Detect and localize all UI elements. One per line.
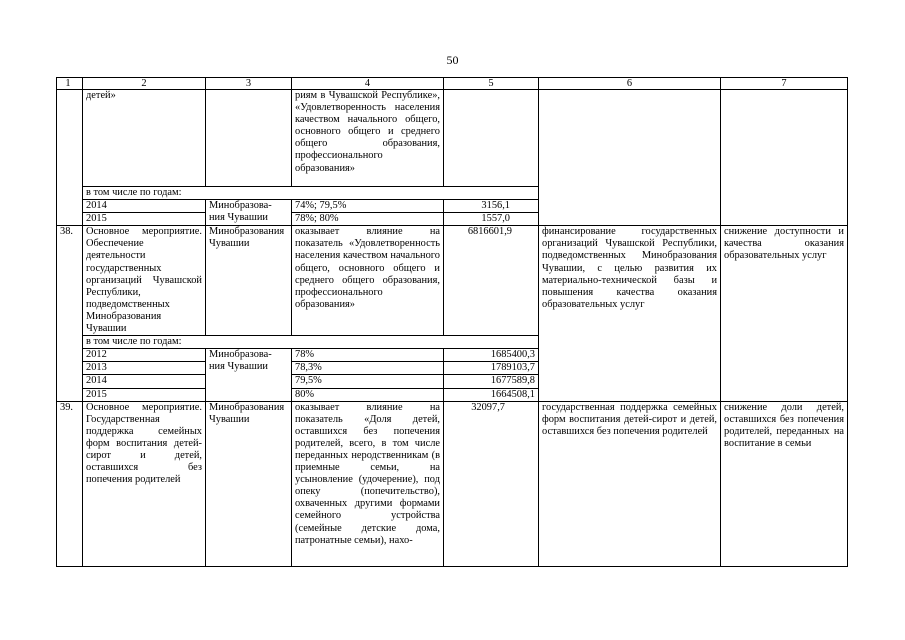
- row-38-name: Основное мероприятие. Обеспечение деятельности государственных организаций Чувашской Республики, подведомственных Минобразования Чувашии: [83, 226, 206, 336]
- row-38-year-indicator: 78,3%: [292, 362, 444, 375]
- row-38-executor: Минобразования Чувашии: [206, 226, 292, 336]
- row-38-result: снижение доступности и качества оказания образовательных услуг: [721, 226, 848, 401]
- continuation-indicator: риям в Чувашской Республике», «Удовлетворенность населения качеством начального общего, основного общего и среднего общего образования, профессионального образования»: [292, 90, 444, 187]
- row-38-year-amount: 1664508,1: [444, 388, 539, 401]
- row-38-year-amount: 1789103,7: [444, 362, 539, 375]
- executor-line-1: Минобразова-: [209, 349, 272, 361]
- continuation-year-amount: 1557,0: [444, 213, 539, 226]
- continuation-direction: [539, 90, 721, 226]
- continuation-row: [57, 90, 848, 187]
- continuation-by-years-label: в том числе по годам:: [83, 187, 539, 200]
- row-38-direction: финансирование государственных организаций Чувашской Республики, подведомственных Минобразования Чувашии, с целью развития их материально-технической базы и повышения качества оказания образовательных услуг: [539, 226, 721, 401]
- row-38-year-amount: 1685400,3: [444, 349, 539, 362]
- row-39-direction: государственная поддержка семейных форм воспитания детей-сирот и детей, оставшихся без попечения родителей: [539, 401, 721, 566]
- column-number-row: [57, 78, 848, 90]
- row-38-year: 2012: [83, 349, 206, 362]
- col-number-7: 7: [721, 78, 848, 90]
- continuation-year-indicator: 74%; 79,5%: [292, 200, 444, 213]
- continuation-year: 2014: [83, 200, 206, 213]
- row-38-year-indicator: 79,5%: [292, 375, 444, 388]
- continuation-executor: [206, 90, 292, 187]
- col-number-2: 2: [83, 78, 206, 90]
- program-table: [56, 77, 848, 567]
- row-38-indicator: оказывает влияние на показатель «Удовлетворенность населения качеством начального общего, основного общего и среднего общего образования, профессионального образования»: [292, 226, 444, 336]
- continuation-num-cell: [57, 90, 83, 226]
- executor-line-2: ния Чувашии: [209, 361, 268, 373]
- col-number-3: 3: [206, 78, 292, 90]
- col-number-4: 4: [292, 78, 444, 90]
- continuation-result: [721, 90, 848, 226]
- row-39: [57, 401, 848, 566]
- row-39-indicator: оказывает влияние на показатель «Доля детей, оставшихся без попечения родителей, всего, в том числе переданных неродственникам (в приемные семьи, на усыновление (удочерение), под опеку (попечительство), охваченных другими формами семейного устройства (семейные детские дома, патронатные семьи), нахо-: [292, 401, 444, 566]
- row-38-by-years-label: в том числе по годам:: [83, 336, 539, 349]
- continuation-year-executor: [206, 200, 292, 226]
- col-number-5: 5: [444, 78, 539, 90]
- row-39-amount: 32097,7: [444, 401, 539, 566]
- executor-line-2: ния Чувашии: [209, 212, 268, 224]
- row-39-result: снижение доли детей, оставшихся без попечения родителей, переданных на воспитание в семьи: [721, 401, 848, 566]
- executor-line-1: Минобразова-: [209, 200, 272, 212]
- row-38-year-indicator: 78%: [292, 349, 444, 362]
- row-38-amount: 6816601,9: [444, 226, 539, 336]
- page-number: 50: [446, 53, 459, 67]
- continuation-year: 2015: [83, 213, 206, 226]
- row-38-year: 2013: [83, 362, 206, 375]
- continuation-amount: [444, 90, 539, 187]
- row-38-year-executor: [206, 349, 292, 401]
- row-38-year-indicator: 80%: [292, 388, 444, 401]
- col-number-1: 1: [57, 78, 83, 90]
- row-38-number: 38.: [57, 226, 83, 401]
- col-number-6: 6: [539, 78, 721, 90]
- row-38-year-amount: 1677589,8: [444, 375, 539, 388]
- row-39-name: Основное мероприятие. Государственная поддержка семейных форм воспитания детей-сирот и детей, оставшихся без попечения родителей: [83, 401, 206, 566]
- continuation-year-amount: 3156,1: [444, 200, 539, 213]
- row-38: [57, 226, 848, 336]
- row-39-executor: Минобразования Чувашии: [206, 401, 292, 566]
- row-38-year: 2015: [83, 388, 206, 401]
- row-39-number: 39.: [57, 401, 83, 566]
- row-38-year: 2014: [83, 375, 206, 388]
- continuation-year-indicator: 78%; 80%: [292, 213, 444, 226]
- continuation-name: детей»: [83, 90, 206, 187]
